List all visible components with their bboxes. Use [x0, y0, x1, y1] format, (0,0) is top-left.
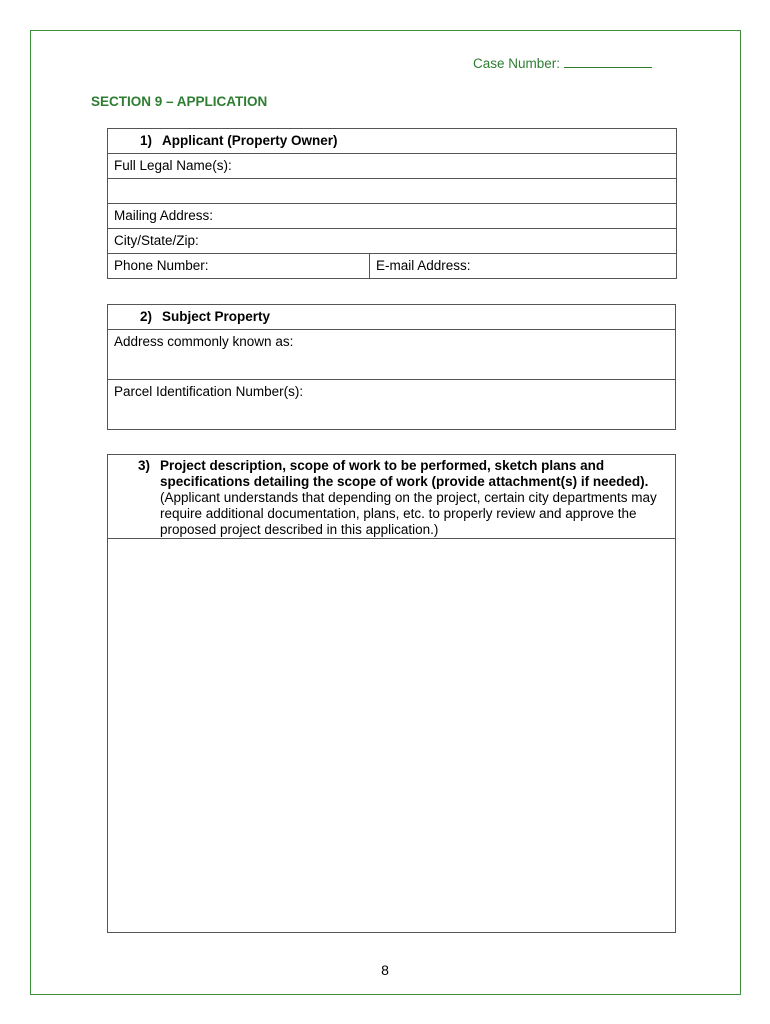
applicant-heading-text: Applicant (Property Owner) [162, 133, 338, 148]
subject-property-number: 2) [140, 309, 153, 324]
phone-number-field[interactable] [108, 254, 370, 279]
email-address-field[interactable] [370, 254, 677, 279]
applicant-heading [108, 129, 677, 154]
case-number-field[interactable] [564, 56, 652, 68]
full-legal-name-extra-field[interactable] [108, 179, 677, 204]
subject-property-heading [108, 305, 676, 330]
mailing-address-field[interactable] [108, 204, 677, 229]
mailing-address-label: Mailing Address: [114, 208, 214, 223]
parcel-id-field[interactable] [108, 380, 676, 430]
project-description-field[interactable] [108, 539, 676, 933]
city-state-zip-field[interactable] [108, 229, 677, 254]
project-number: 3) [138, 458, 151, 473]
address-known-as-field[interactable] [108, 330, 676, 380]
project-note-text: (Applicant understands that depending on the project, certain city departments may require additional documentation, plans, etc. to properly review and approve the proposed project described in this application.) [160, 490, 657, 537]
section-title: SECTION 9 – APPLICATION [91, 94, 268, 109]
phone-number-label: Phone Number: [114, 258, 209, 273]
applicant-number: 1) [140, 133, 153, 148]
address-known-as-label: Address commonly known as: [114, 334, 294, 349]
case-number [473, 56, 652, 71]
project-heading-text: Project description, scope of work to be performed, sketch plans and specifications detailing the scope of work (provide attachment(s) if needed). [160, 458, 649, 489]
full-legal-name-field[interactable] [108, 154, 677, 179]
page-number: 8 [381, 962, 389, 978]
parcel-id-label: Parcel Identification Number(s): [114, 384, 304, 399]
subject-property-table [107, 304, 676, 430]
subject-property-heading-text: Subject Property [162, 309, 271, 324]
city-state-zip-label: City/State/Zip: [114, 233, 199, 248]
case-number-label: Case Number: [473, 56, 561, 71]
email-address-label: E-mail Address: [376, 258, 471, 273]
full-legal-name-label: Full Legal Name(s): [114, 158, 232, 173]
project-description-table [107, 454, 676, 933]
applicant-table [107, 128, 677, 279]
project-description-heading [108, 455, 676, 539]
